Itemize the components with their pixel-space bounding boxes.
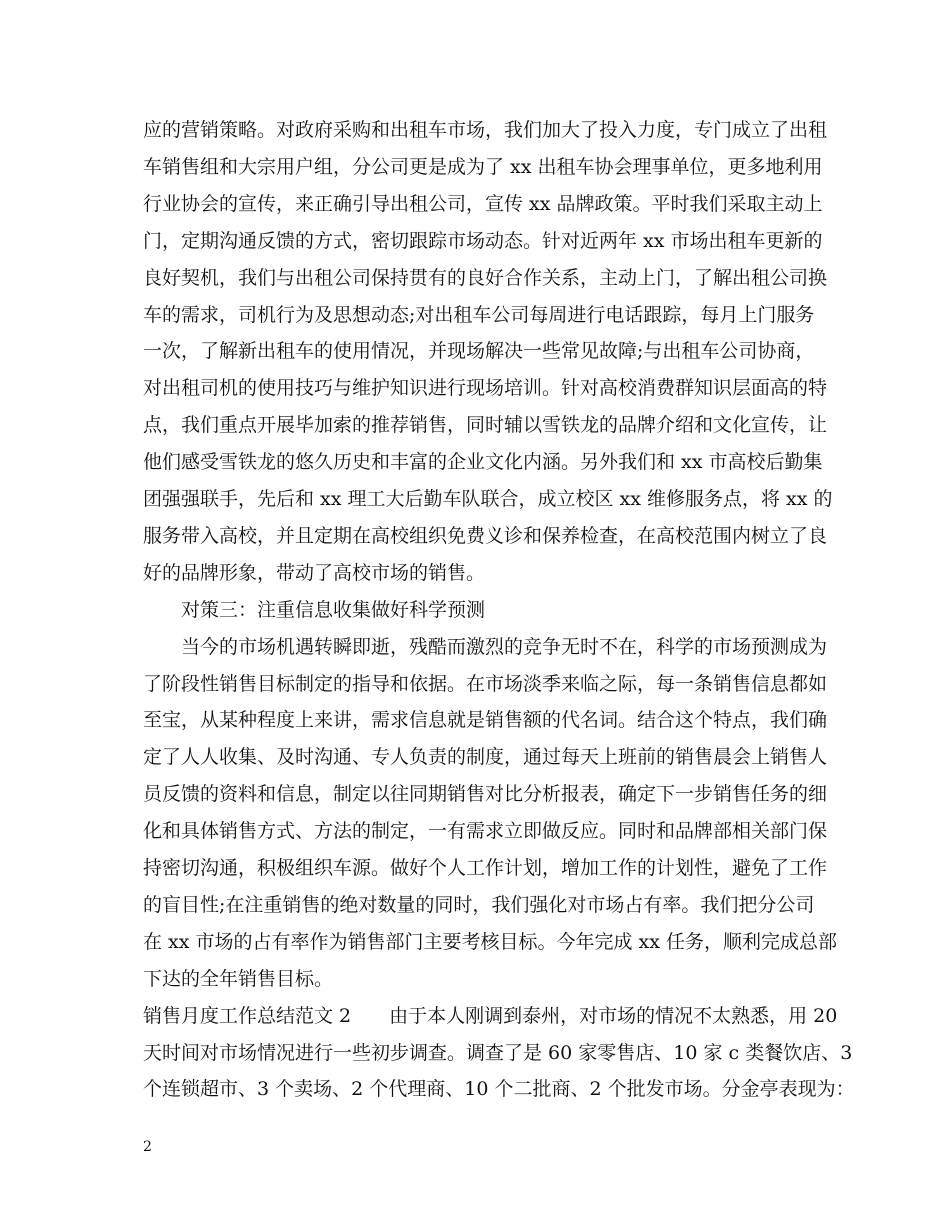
text-line: 当今的市场机遇转瞬即逝，残酷而激烈的竞争无时不在，科学的市场预测成为 — [143, 636, 828, 658]
text-line: 好的品牌形象，带动了高校市场的销售。 — [143, 562, 486, 584]
text-line: 行业协会的宣传，来正确引导出租公司，宣传 xx 品牌政策。平时我们采取主动上 — [143, 193, 823, 215]
text-line: 定了人人收集、及时沟通、专人负责的制度，通过每天上班前的销售晨会上销售人 — [143, 746, 828, 768]
text-line: 车销售组和大宗用户组，分公司更是成为了 xx 出租车协会理事单位，更多地利用 — [143, 156, 823, 178]
text-line: 天时间对市场情况进行一些初步调查。调查了是 60 家零售店、10 家 c 类餐饮店、3 — [143, 1042, 853, 1064]
text-line: 的盲目性;在注重销售的绝对数量的同时，我们强化对市场占有率。我们把分公司 — [143, 894, 815, 916]
text-line: 持密切沟通，积极组织车源。做好个人工作计划，增加工作的计划性，避免了工作 — [143, 857, 828, 879]
text-line: 在 xx 市场的占有率作为销售部门主要考核目标。今年完成 xx 任务，顺利完成总部 — [143, 931, 838, 953]
text-line: 门，定期沟通反馈的方式，密切跟踪市场动态。针对近两年 xx 市场出租车更新的 — [143, 230, 823, 252]
text-line: 点，我们重点开展毕加索的推荐销售，同时辅以雪铁龙的品牌介绍和文化宣传，让 — [143, 414, 828, 436]
text-line: 团强强联手，先后和 xx 理工大后勤车队联合，成立校区 xx 维修服务点，将 xx 的 — [143, 488, 833, 510]
text-line: 车的需求，司机行为及思想动态;对出租车公司每周进行电话跟踪，每月上门服务 — [143, 304, 815, 326]
text-line: 对策三：注重信息收集做好科学预测 — [143, 599, 486, 621]
page-number: 2 — [143, 1139, 152, 1155]
text-line: 对出租司机的使用技巧与维护知识进行现场培训。针对高校消费群知识层面高的特 — [143, 377, 828, 399]
text-line: 服务带入高校，并且定期在高校组织免费义诊和保养检查，在高校范围内树立了良 — [143, 525, 828, 547]
text-line: 应的营销策略。对政府采购和出租车市场，我们加大了投入力度，专门成立了出租 — [143, 119, 828, 141]
text-line: 一次，了解新出租车的使用情况，并现场解决一些常见故障;与出租车公司协商， — [143, 340, 815, 362]
text-line: 化和具体销售方式、方法的制定，一有需求立即做反应。同时和品牌部相关部门保 — [143, 820, 828, 842]
text-line: 下达的全年销售目标。 — [143, 968, 334, 990]
text-line: 良好契机，我们与出租公司保持贯有的良好合作关系，主动上门，了解出租公司换 — [143, 267, 828, 289]
text-line: 至宝，从某种程度上来讲，需求信息就是销售额的代名词。结合这个特点，我们确 — [143, 709, 828, 731]
text-line: 员反馈的资料和信息，制定以往同期销售对比分析报表，确定下一步销售任务的细 — [143, 783, 828, 805]
text-line: 销售月度工作总结范文 2 由于本人刚调到泰州，对市场的情况不太熟悉，用 20 — [143, 1005, 838, 1027]
text-line: 了阶段性销售目标制定的指导和依据。在市场淡季来临之际，每一条销售信息都如 — [143, 673, 828, 695]
text-line: 个连锁超市、3 个卖场、2 个代理商、10 个二批商、2 个批发市场。分金亭表现为： — [143, 1078, 855, 1100]
text-line: 他们感受雪铁龙的悠久历史和丰富的企业文化内涵。另外我们和 xx 市高校后勤集 — [143, 451, 823, 473]
